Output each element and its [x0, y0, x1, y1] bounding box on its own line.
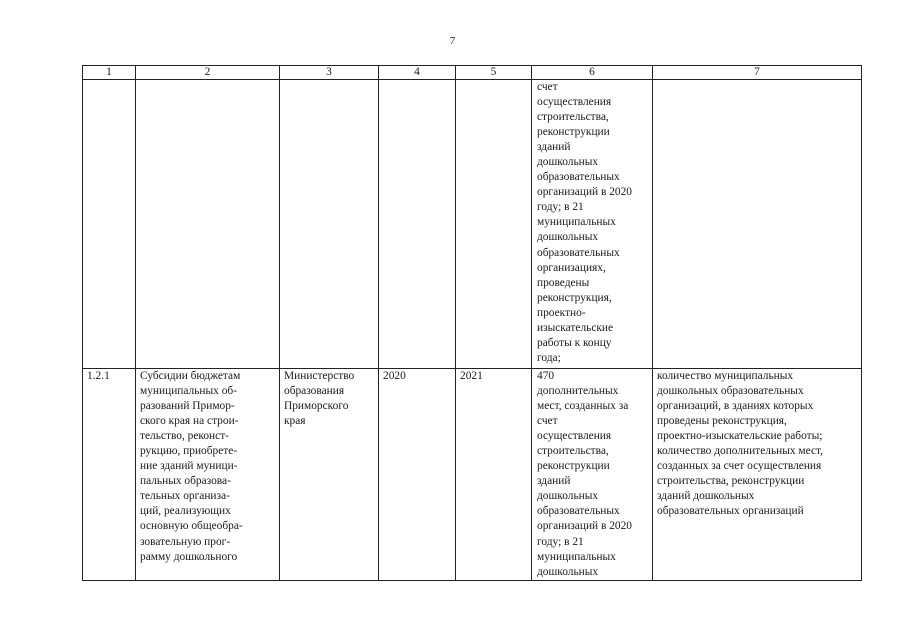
start-year-cell: 2020 — [379, 369, 456, 581]
end-year-cell: 2021 — [456, 369, 532, 581]
responsible-executor-cell: Министерство образования Приморского края — [280, 369, 379, 581]
column-header: 7 — [653, 66, 862, 80]
page-number: 7 — [449, 35, 456, 47]
table-cell — [379, 80, 456, 369]
row-number-cell: 1.2.1 — [83, 369, 136, 581]
column-header: 2 — [136, 66, 280, 80]
column-header: 5 — [456, 66, 532, 80]
table-cell — [653, 80, 862, 369]
table-header-row — [83, 66, 862, 80]
column-header: 1 — [83, 66, 136, 80]
table-row — [83, 369, 862, 581]
table-cell — [456, 80, 532, 369]
table-row — [83, 80, 862, 369]
table-cell: счет осуществления строительства, реконструкции зданий дошкольных образовательных организаций в 2020 году; в 21 муниципальных дошкольных образовательных организациях, проведены реконструкция, проектно- изыскательские работы к концу года; — [532, 80, 653, 369]
expected-result-cell: 470 дополнительных мест, созданных за счет осуществления строительства, реконструкции зданий дошкольных образовательных организаций в 2020 году; в 21 муниципальных дошкольных — [532, 369, 653, 581]
column-header: 3 — [280, 66, 379, 80]
table-cell — [83, 80, 136, 369]
activity-name-cell: Субсидии бюджетам муниципальных об- разований Примор- ского края на строи- тельство, реконст- рукцию, приобрете- ние зданий муници- пальных образова- тельных организа- ций, реализующих основную общеобра- зовательную прог- рамму дошкольного — [136, 369, 280, 581]
table-cell — [280, 80, 379, 369]
document-table — [82, 65, 862, 581]
indicator-cell: количество муниципальных дошкольных образовательных организаций, в зданиях которых проведены реконструкция, проектно-изыскательские работы; количество дополнительных мест, созданных за счет осуществления строительства, реконструкции зданий дошкольных образовательных организаций — [653, 369, 862, 581]
column-header: 4 — [379, 66, 456, 80]
table-cell — [136, 80, 280, 369]
column-header: 6 — [532, 66, 653, 80]
